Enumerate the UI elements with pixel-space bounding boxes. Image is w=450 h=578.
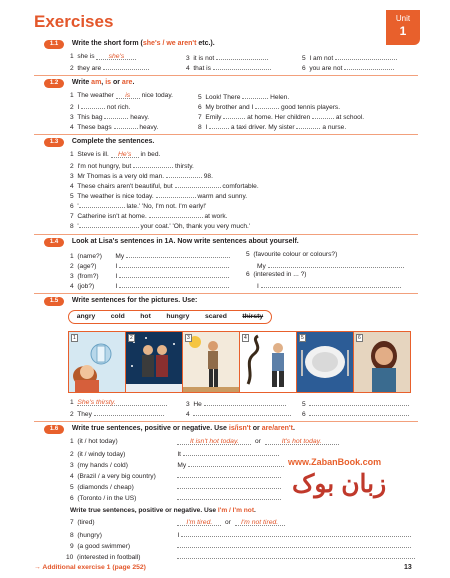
ex11-item-2: 2 they are (70, 63, 149, 73)
unit-number: 1 (399, 23, 407, 38)
instruction-text: Complete the sentences. (71, 138, 155, 145)
answer-example: she's (108, 53, 125, 60)
ex13-item-3: 3 Mr Thomas is a very old man. 98. (70, 173, 213, 180)
exercise-badge: 1.1 (44, 40, 64, 49)
answer-blank[interactable] (344, 63, 394, 70)
ex16-item-7: 7 (tired) I'm tired. or I'm not tired. (70, 519, 285, 527)
ex12-item-8: 8 I a taxi driver. My sister a nurse. (198, 124, 347, 131)
instruction-text-end: etc.). (196, 40, 215, 47)
ex11-item-1: 1 she is she's (70, 53, 136, 61)
exercise-1-5-header (44, 297, 197, 306)
instruction-forms: she's / we aren't (142, 40, 197, 47)
ex14-item-5-answer: My (257, 261, 404, 271)
word-box (68, 310, 272, 324)
exercise-badge: 1.3 (44, 138, 64, 147)
watermark-url: www.ZabanBook.com (288, 457, 382, 467)
word-scared: scared (204, 312, 227, 320)
picture-1: 1 (69, 332, 126, 392)
ex16-part2-instruction: Write true sentences, positive or negative. Use I'm / I'm not. (70, 507, 256, 514)
picture-5: 5 (297, 332, 354, 392)
ex11-item-3: 3 it is not (186, 53, 268, 63)
page-number: 13 (404, 564, 412, 571)
word-angry: angry (76, 312, 96, 320)
answer-blank[interactable] (103, 63, 149, 70)
unit-tab (386, 10, 420, 45)
divider (34, 134, 418, 135)
ex12-item-7: 7 Emily at home. Her children at school. (198, 114, 365, 121)
word-cold: cold (110, 312, 125, 320)
word-hot: hot (140, 312, 151, 320)
ex14-item-4: 4 (job?) I (70, 281, 229, 291)
ex13-item-5: 5 The weather is nice today. warm and sunny. (70, 193, 248, 200)
answer-blank[interactable] (213, 63, 271, 70)
ex13-item-4: 4 These chairs aren't beautiful, but comfortable. (70, 183, 259, 190)
ex15-answer-2: 2 They (70, 409, 164, 419)
ex14-item-1: 1 (name?) My (70, 251, 230, 261)
ex16-item-6: 6 (Toronto / in the US) (70, 493, 281, 503)
ex14-item-5: 5 (favourite colour or colours?) (246, 251, 338, 258)
exercise-1-1-header (44, 40, 215, 49)
exercise-badge: 1.5 (44, 297, 64, 306)
exercise-badge: 1.2 (44, 79, 64, 88)
exercise-1-2-header: 1.2 Write am, is or are. (44, 79, 134, 88)
divider (34, 75, 418, 76)
ex13-item-7: 7 Catherine isn't at home. at work. (70, 213, 228, 220)
ex13-item-8: 8 ' your coat.' 'Oh, thank you very much.' (70, 223, 251, 230)
ex16-item-10: 10 (interested in football) (66, 552, 415, 562)
ex12-item-4: 4 These bags heavy. (70, 124, 159, 131)
ex12-item-1: 1 The weather is nice today. (70, 92, 173, 99)
ex16-item-9: 9 (a good swimmer) (70, 541, 411, 551)
ex15-answer-4: 4 (186, 409, 291, 419)
picture-strip (68, 331, 411, 393)
ex14-item-2: 2 (age?) I (70, 261, 229, 271)
ex13-item-1: 1 Steve is ill. He's in bed. (70, 151, 161, 158)
exercise-1-3-header (44, 138, 154, 147)
ex14-item-6-answer: I (257, 281, 401, 291)
picture-6: 6 (354, 332, 410, 392)
unit-label: Unit (395, 14, 411, 23)
ex15-answer-3: 3 He (186, 399, 286, 409)
exercise-badge: 1.4 (44, 238, 64, 247)
ex16-item-3: 3 (my hands / cold) My (70, 460, 284, 470)
ex14-item-3: 3 (from?) I (70, 271, 229, 281)
ex15-answer-5: 5 (302, 399, 409, 409)
ex16-item-2: 2 (it / windy today) It (70, 449, 279, 459)
ex12-item-6: 6 My brother and I good tennis players. (198, 104, 341, 111)
word-thirsty: thirsty (242, 312, 264, 320)
ex11-item-4: 4 that is (186, 63, 271, 73)
watermark-logo: زبان بوک (292, 470, 387, 498)
answer-blank[interactable] (335, 53, 397, 60)
picture-2: 2 (126, 332, 183, 392)
ex14-item-6: 6 (interested in ... ?) (246, 271, 307, 278)
ex15-answer-6: 6 (302, 409, 409, 419)
ex16-item-4: 4 (Brazil / a very big country) (70, 471, 281, 481)
ex13-item-6: 6 ' late.' 'No, I'm not. I'm early!' (70, 203, 207, 210)
ex11-item-6: 6 you are not (302, 63, 394, 73)
instruction-text: Look at Lisa's sentences in 1A. Now write sentences about yourself. (71, 238, 299, 245)
ex13-item-2: 2 I'm not hungry, but thirsty. (70, 163, 194, 170)
divider (34, 234, 418, 235)
ex12-item-3: 3 This bag heavy. (70, 114, 150, 121)
page-title: Exercises (34, 12, 114, 31)
exercise-1-6-header: 1.6 Write true sentences, positive or negative. Use is/isn't or are/aren't. (44, 425, 295, 434)
word-hungry: hungry (166, 312, 190, 320)
additional-exercise-link[interactable]: → Additional exercise 1 (page 252) (34, 564, 146, 571)
divider (34, 293, 418, 294)
divider (34, 421, 418, 422)
ex12-item-5: 5 Look! There Helen. (198, 94, 290, 101)
exercise-1-4-header (44, 238, 299, 247)
answer-blank[interactable] (216, 53, 268, 60)
ex16-item-5: 5 (diamonds / cheap) (70, 482, 281, 492)
exercise-badge: 1.6 (44, 425, 64, 434)
ex16-item-1: 1 (it / hot today) It isn't hot today. or It's hot today. (70, 438, 339, 446)
picture-4: 4 (240, 332, 297, 392)
ex16-item-8: 8 (hungry) I (70, 530, 411, 540)
ex12-item-2: 2 I not rich. (70, 104, 131, 111)
picture-3: 3 (183, 332, 240, 392)
ex15-answer-1: 1 She's thirsty. (70, 399, 167, 407)
ex11-item-5: 5 I am not (302, 53, 397, 63)
instruction-text: Write the short form ( (71, 40, 143, 47)
instruction-text: Write sentences for the pictures. Use: (71, 297, 198, 304)
